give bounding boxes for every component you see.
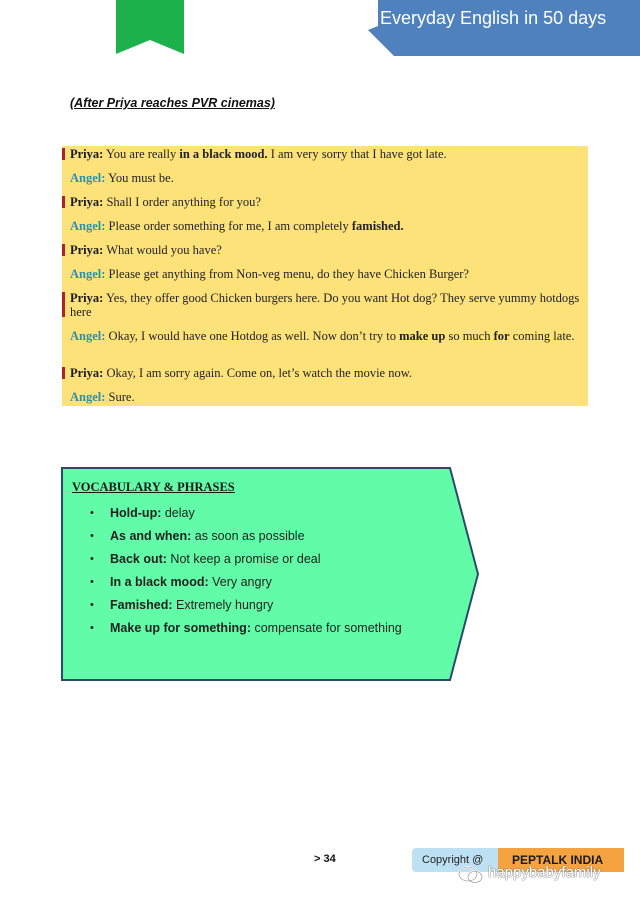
watermark bbox=[458, 864, 628, 886]
vocabulary-item bbox=[88, 573, 402, 596]
dialogue-line bbox=[70, 244, 580, 258]
speaker-priya: Priya: bbox=[70, 195, 104, 209]
speaker-bar-priya bbox=[62, 148, 65, 160]
vocabulary-list bbox=[88, 504, 402, 642]
dialogue-text: Yes, they offer good Chicken burgers here. Do you want Hot dog? They serve yummy hotdogs here bbox=[70, 291, 580, 319]
header-title: Everyday English in 50 days bbox=[380, 8, 607, 28]
bullet-icon: • bbox=[90, 599, 94, 611]
dialogue-text: Sure. bbox=[105, 390, 135, 404]
speaker-angel: Angel: bbox=[70, 171, 106, 185]
dialogue-text: You are really bbox=[103, 147, 180, 161]
bullet-icon: • bbox=[90, 507, 94, 519]
bookmark-ribbon bbox=[116, 0, 184, 54]
vocabulary-title: VOCABULARY & PHRASES bbox=[72, 480, 235, 494]
dialogue-text: What would you have? bbox=[103, 243, 222, 257]
brand-name: PEPTALK INDIA bbox=[512, 853, 604, 867]
dialogue-text: Okay, I would have one Hotdog as well. Now don’t try to bbox=[105, 329, 400, 343]
dialogue-text: Please get anything from Non-veg menu, do they have Chicken Burger? bbox=[105, 267, 469, 281]
speaker-angel: Angel: bbox=[70, 267, 106, 281]
dialogue-emphasis: famished. bbox=[351, 219, 404, 233]
vocabulary-term: Make up for something: bbox=[110, 621, 251, 635]
dialogue-emphasis: for bbox=[493, 329, 510, 343]
watermark-text: happybabyfamily bbox=[488, 864, 601, 881]
dialogue-line bbox=[70, 367, 580, 381]
dialogue-line bbox=[70, 196, 580, 210]
bullet-icon: • bbox=[90, 530, 94, 542]
dialogue-text: I am very sorry that I have got late. bbox=[267, 147, 447, 161]
dialogue-line bbox=[70, 391, 580, 405]
bullet-icon: • bbox=[90, 576, 94, 588]
speaker-priya: Priya: bbox=[70, 366, 104, 380]
dialogue-line bbox=[70, 172, 580, 186]
dialogue-line bbox=[70, 268, 580, 282]
dialogue-text: coming late. bbox=[509, 329, 575, 343]
vocabulary-meaning: delay bbox=[161, 506, 195, 520]
speaker-angel: Angel: bbox=[70, 390, 106, 404]
vocabulary-item bbox=[88, 619, 402, 642]
vocabulary-meaning: Not keep a promise or deal bbox=[166, 552, 321, 566]
speaker-bar-priya bbox=[62, 292, 65, 317]
scene-heading: (After Priya reaches PVR cinemas) bbox=[70, 96, 275, 110]
vocabulary-term: Back out: bbox=[110, 552, 167, 566]
vocabulary-meaning: Extremely hungry bbox=[172, 598, 274, 612]
bullet-icon: • bbox=[90, 553, 94, 565]
vocabulary-term: In a black mood: bbox=[110, 575, 209, 589]
vocabulary-meaning: Very angry bbox=[208, 575, 272, 589]
dialogue-text: Please order something for me, I am completely bbox=[105, 219, 352, 233]
dialogue-box bbox=[62, 146, 588, 406]
bullet-icon: • bbox=[90, 622, 94, 634]
dialogue-text: Okay, I am sorry again. Come on, let’s watch the movie now. bbox=[103, 366, 413, 380]
page-number: > 34 bbox=[314, 853, 336, 865]
vocabulary-item bbox=[88, 504, 402, 527]
vocabulary-term: Famished: bbox=[110, 598, 173, 612]
vocabulary-term: As and when: bbox=[110, 529, 192, 543]
speaker-priya: Priya: bbox=[70, 243, 104, 257]
dialogue-emphasis: in a black mood. bbox=[179, 147, 268, 161]
dialogue-line bbox=[70, 330, 580, 344]
vocabulary-item bbox=[88, 596, 402, 619]
vocabulary-meaning: as soon as possible bbox=[191, 529, 305, 543]
copyright-text: Copyright @ bbox=[422, 854, 484, 866]
speaker-bar-priya bbox=[62, 367, 65, 379]
speaker-angel: Angel: bbox=[70, 329, 106, 343]
wechat-icon bbox=[458, 866, 484, 884]
vocabulary-item bbox=[88, 527, 402, 550]
dialogue-text: Shall I order anything for you? bbox=[103, 195, 261, 209]
dialogue-line bbox=[70, 148, 580, 162]
speaker-bar-priya bbox=[62, 196, 65, 208]
dialogue-text: You must be. bbox=[105, 171, 174, 185]
dialogue-line bbox=[70, 292, 580, 319]
speaker-angel: Angel: bbox=[70, 219, 106, 233]
vocabulary-item bbox=[88, 550, 402, 573]
speaker-priya: Priya: bbox=[70, 147, 104, 161]
vocabulary-meaning: compensate for something bbox=[250, 621, 402, 635]
dialogue-text: so much bbox=[445, 329, 494, 343]
dialogue-line bbox=[70, 220, 580, 234]
dialogue-emphasis: make up bbox=[399, 329, 446, 343]
speaker-priya: Priya: bbox=[70, 291, 104, 305]
vocabulary-term: Hold-up: bbox=[110, 506, 162, 520]
speaker-bar-priya bbox=[62, 244, 65, 256]
